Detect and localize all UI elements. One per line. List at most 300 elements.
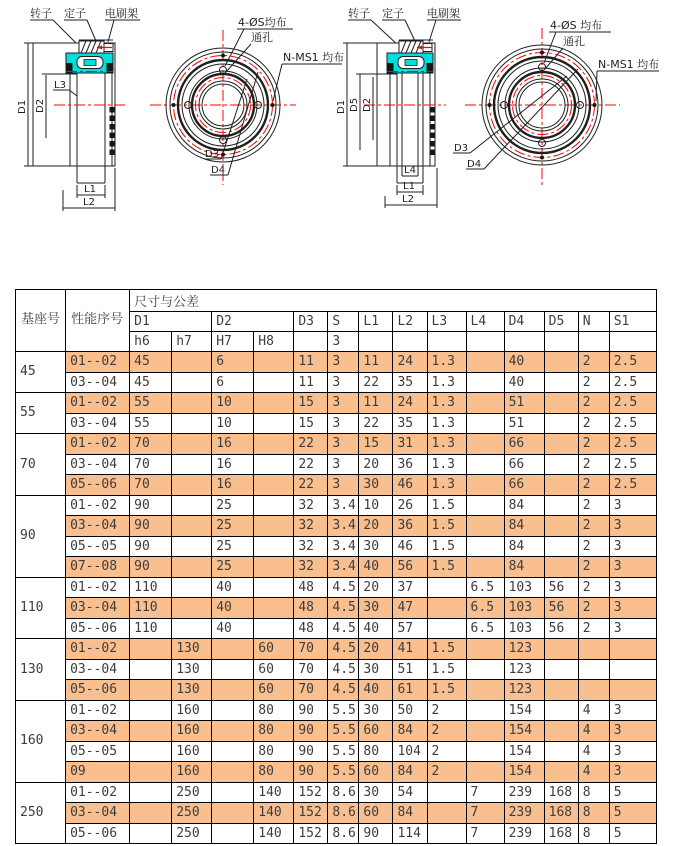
value-cell: 40 — [212, 577, 254, 598]
value-cell — [544, 639, 578, 660]
table-row — [16, 352, 657, 373]
value-cell: 10 — [212, 413, 254, 434]
value-cell: 5 — [609, 803, 656, 824]
value-cell: 1.5 — [427, 680, 466, 701]
value-cell — [544, 413, 578, 434]
dim-col-header: S1 — [609, 312, 656, 332]
dim-d2: D2 — [362, 97, 373, 112]
rotor-label: 转子 — [348, 7, 370, 20]
value-cell — [544, 454, 578, 475]
value-cell — [544, 372, 578, 393]
value-cell: 168 — [544, 803, 578, 824]
value-cell: 2 — [578, 618, 609, 639]
value-cell: 8 — [578, 782, 609, 803]
value-cell: 60 — [254, 659, 294, 680]
value-cell — [544, 659, 578, 680]
table-row — [16, 659, 657, 680]
value-cell: 2 — [427, 741, 466, 762]
value-cell: 15 — [294, 393, 328, 414]
performance-number-cell: 01--02 — [66, 434, 130, 455]
value-cell: 5.5 — [328, 762, 359, 783]
value-cell — [544, 721, 578, 742]
value-cell: 2 — [578, 413, 609, 434]
tolerance-sub-header — [427, 332, 466, 352]
performance-number-cell: 03--04 — [66, 803, 130, 824]
dim-l3: L3 — [54, 80, 66, 91]
value-cell: 70 — [130, 434, 172, 455]
value-cell: 22 — [359, 413, 393, 434]
performance-number-cell: 03--04 — [66, 372, 130, 393]
value-cell — [466, 557, 504, 578]
table-row — [16, 516, 657, 537]
performance-number-cell: 05--06 — [66, 475, 130, 496]
table-row — [16, 475, 657, 496]
header-performance-number: 性能序号 — [66, 290, 130, 352]
value-cell: 4.5 — [328, 598, 359, 619]
value-cell: 32 — [294, 536, 328, 557]
value-cell: 84 — [504, 536, 544, 557]
value-cell: 4.5 — [328, 577, 359, 598]
value-cell: 4 — [578, 741, 609, 762]
value-cell — [254, 536, 294, 557]
dim-col-header: L3 — [427, 312, 466, 332]
dim-d1: D1 — [17, 99, 28, 114]
value-cell: 51 — [504, 413, 544, 434]
value-cell: 11 — [294, 352, 328, 373]
value-cell: 2.5 — [609, 475, 656, 496]
value-cell: 66 — [504, 454, 544, 475]
value-cell: 1.5 — [427, 495, 466, 516]
value-cell — [130, 803, 172, 824]
value-cell: 36 — [393, 516, 427, 537]
dim-l2: L2 — [83, 197, 95, 208]
value-cell — [130, 659, 172, 680]
performance-number-cell: 03--04 — [66, 721, 130, 742]
left-front-view — [150, 15, 344, 185]
value-cell: 2.5 — [609, 372, 656, 393]
table-row — [16, 536, 657, 557]
value-cell: 20 — [359, 516, 393, 537]
performance-number-cell: 01--02 — [66, 352, 130, 373]
value-cell: 3 — [609, 516, 656, 537]
table-row — [16, 598, 657, 619]
value-cell: 25 — [212, 557, 254, 578]
value-cell: 56 — [544, 598, 578, 619]
thread-note: N-MS1 均布 — [598, 58, 660, 71]
value-cell — [172, 352, 212, 373]
value-cell: 24 — [393, 393, 427, 414]
tolerance-sub-header — [578, 332, 609, 352]
value-cell: 3 — [609, 762, 656, 783]
value-cell: 140 — [254, 803, 294, 824]
value-cell: 1.3 — [427, 372, 466, 393]
value-cell: 160 — [172, 741, 212, 762]
table-row — [16, 741, 657, 762]
value-cell: 90 — [294, 762, 328, 783]
value-cell — [172, 372, 212, 393]
base-number-cell: 130 — [16, 639, 66, 701]
value-cell: 4 — [578, 700, 609, 721]
value-cell: 90 — [130, 495, 172, 516]
value-cell: 70 — [294, 659, 328, 680]
value-cell — [609, 659, 656, 680]
value-cell: 2 — [427, 721, 466, 742]
value-cell — [578, 680, 609, 701]
value-cell: 3 — [328, 413, 359, 434]
value-cell: 3 — [609, 495, 656, 516]
table-row — [16, 413, 657, 434]
value-cell — [130, 762, 172, 783]
value-cell: 66 — [504, 434, 544, 455]
value-cell: 56 — [544, 618, 578, 639]
value-cell: 7 — [466, 782, 504, 803]
table-row — [16, 782, 657, 803]
value-cell — [466, 659, 504, 680]
base-number-cell: 45 — [16, 352, 66, 393]
value-cell: 61 — [393, 680, 427, 701]
value-cell: 3 — [328, 393, 359, 414]
value-cell — [212, 803, 254, 824]
value-cell — [254, 454, 294, 475]
value-cell — [212, 782, 254, 803]
value-cell: 160 — [172, 762, 212, 783]
value-cell: 22 — [359, 372, 393, 393]
value-cell: 3.4 — [328, 495, 359, 516]
value-cell: 3 — [609, 598, 656, 619]
table-row — [16, 680, 657, 701]
value-cell: 152 — [294, 803, 328, 824]
value-cell: 123 — [504, 659, 544, 680]
table-row — [16, 803, 657, 824]
value-cell: 50 — [393, 700, 427, 721]
value-cell: 130 — [172, 680, 212, 701]
base-number-cell: 110 — [16, 577, 66, 639]
value-cell: 8 — [578, 803, 609, 824]
table-row — [16, 393, 657, 414]
value-cell — [427, 577, 466, 598]
tolerance-sub-header: H7 — [212, 332, 254, 352]
value-cell: 15 — [294, 413, 328, 434]
table-row — [16, 762, 657, 783]
value-cell: 154 — [504, 762, 544, 783]
value-cell — [427, 782, 466, 803]
value-cell: 5.5 — [328, 700, 359, 721]
dimension-table — [15, 289, 657, 844]
value-cell: 84 — [504, 516, 544, 537]
value-cell: 25 — [212, 536, 254, 557]
value-cell: 1.3 — [427, 434, 466, 455]
value-cell: 84 — [393, 803, 427, 824]
value-cell — [254, 516, 294, 537]
performance-number-cell: 03--04 — [66, 413, 130, 434]
value-cell: 40 — [212, 618, 254, 639]
value-cell: 11 — [294, 372, 328, 393]
value-cell: 7 — [466, 803, 504, 824]
value-cell: 1.5 — [427, 536, 466, 557]
dim-col-header: L2 — [393, 312, 427, 332]
value-cell — [466, 495, 504, 516]
value-cell: 8.6 — [328, 803, 359, 824]
table-row — [16, 618, 657, 639]
performance-number-cell: 09 — [66, 762, 130, 783]
value-cell: 2.5 — [609, 413, 656, 434]
performance-number-cell: 05--05 — [66, 741, 130, 762]
value-cell — [254, 372, 294, 393]
value-cell: 70 — [294, 639, 328, 660]
value-cell: 80 — [254, 700, 294, 721]
value-cell — [212, 741, 254, 762]
value-cell: 5 — [609, 782, 656, 803]
value-cell: 152 — [294, 782, 328, 803]
value-cell: 3 — [328, 475, 359, 496]
value-cell — [544, 475, 578, 496]
table-row — [16, 639, 657, 660]
performance-number-cell: 05--05 — [66, 536, 130, 557]
value-cell: 168 — [544, 782, 578, 803]
table-body — [16, 352, 657, 844]
value-cell: 7 — [466, 823, 504, 844]
value-cell — [254, 413, 294, 434]
value-cell — [466, 762, 504, 783]
performance-number-cell: 07--08 — [66, 557, 130, 578]
value-cell: 11 — [359, 393, 393, 414]
stator-label: 定子 — [382, 7, 404, 20]
value-cell: 1.3 — [427, 454, 466, 475]
value-cell: 4 — [578, 762, 609, 783]
value-cell: 3.4 — [328, 536, 359, 557]
through-hole-note: 通孔 — [251, 31, 273, 44]
value-cell — [212, 700, 254, 721]
value-cell: 103 — [504, 618, 544, 639]
value-cell: 31 — [393, 434, 427, 455]
value-cell: 41 — [393, 639, 427, 660]
header-size-tolerance: 尺寸与公差 — [130, 290, 657, 312]
performance-number-cell: 01--02 — [66, 639, 130, 660]
table-row — [16, 454, 657, 475]
table-row — [16, 495, 657, 516]
table-row — [16, 721, 657, 742]
value-cell — [254, 557, 294, 578]
value-cell — [544, 495, 578, 516]
value-cell: 90 — [130, 557, 172, 578]
value-cell — [130, 721, 172, 742]
value-cell: 250 — [172, 823, 212, 844]
value-cell — [254, 352, 294, 373]
value-cell: 5.5 — [328, 721, 359, 742]
value-cell — [254, 475, 294, 496]
value-cell: 20 — [359, 639, 393, 660]
table-row — [16, 372, 657, 393]
value-cell: 5.5 — [328, 741, 359, 762]
value-cell: 45 — [130, 352, 172, 373]
dim-d1: D1 — [336, 99, 347, 114]
value-cell — [172, 516, 212, 537]
value-cell — [212, 639, 254, 660]
value-cell: 90 — [359, 823, 393, 844]
value-cell: 84 — [393, 721, 427, 742]
value-cell: 70 — [130, 475, 172, 496]
value-cell: 60 — [254, 639, 294, 660]
value-cell: 4.5 — [328, 680, 359, 701]
value-cell: 6.5 — [466, 598, 504, 619]
value-cell: 80 — [254, 721, 294, 742]
value-cell: 3 — [609, 618, 656, 639]
value-cell: 154 — [504, 721, 544, 742]
value-cell — [427, 803, 466, 824]
dim-col-header: N — [578, 312, 609, 332]
dim-col-header: L1 — [359, 312, 393, 332]
value-cell: 140 — [254, 782, 294, 803]
value-cell — [172, 618, 212, 639]
base-number-cell: 55 — [16, 393, 66, 434]
value-cell — [466, 741, 504, 762]
value-cell: 1.5 — [427, 516, 466, 537]
value-cell: 2 — [578, 598, 609, 619]
value-cell: 4.5 — [328, 618, 359, 639]
value-cell: 130 — [172, 639, 212, 660]
dim-d4: D4 — [211, 165, 226, 176]
value-cell: 3 — [328, 352, 359, 373]
value-cell: 2.5 — [609, 393, 656, 414]
value-cell — [427, 618, 466, 639]
value-cell — [172, 495, 212, 516]
value-cell — [466, 680, 504, 701]
value-cell: 2 — [578, 454, 609, 475]
value-cell — [254, 393, 294, 414]
value-cell — [544, 700, 578, 721]
value-cell: 84 — [504, 557, 544, 578]
value-cell: 154 — [504, 741, 544, 762]
value-cell: 168 — [544, 823, 578, 844]
value-cell — [172, 536, 212, 557]
performance-number-cell: 05--06 — [66, 618, 130, 639]
value-cell: 56 — [544, 577, 578, 598]
value-cell: 15 — [359, 434, 393, 455]
brush-holder-label: 电刷架 — [105, 7, 138, 20]
value-cell: 3.4 — [328, 557, 359, 578]
value-cell — [212, 680, 254, 701]
value-cell: 2 — [578, 372, 609, 393]
value-cell: 104 — [393, 741, 427, 762]
tolerance-sub-header — [504, 332, 544, 352]
value-cell: 30 — [359, 659, 393, 680]
value-cell: 1.5 — [427, 557, 466, 578]
value-cell — [172, 577, 212, 598]
value-cell — [466, 516, 504, 537]
value-cell: 154 — [504, 700, 544, 721]
performance-number-cell: 01--02 — [66, 393, 130, 414]
value-cell — [172, 598, 212, 619]
dim-col-header: D5 — [544, 312, 578, 332]
through-hole-note: 通孔 — [563, 35, 585, 48]
holes-note: 4-ØS均布 — [238, 16, 287, 29]
value-cell: 152 — [294, 823, 328, 844]
value-cell — [212, 659, 254, 680]
value-cell — [544, 516, 578, 537]
value-cell — [254, 434, 294, 455]
value-cell: 2.5 — [609, 352, 656, 373]
value-cell: 110 — [130, 618, 172, 639]
value-cell: 30 — [359, 475, 393, 496]
tolerance-sub-header — [544, 332, 578, 352]
tolerance-sub-header: 3 — [328, 332, 359, 352]
value-cell: 70 — [294, 680, 328, 701]
value-cell: 80 — [254, 741, 294, 762]
tolerance-sub-header: H8 — [254, 332, 294, 352]
value-cell — [254, 495, 294, 516]
value-cell: 239 — [504, 803, 544, 824]
value-cell: 32 — [294, 516, 328, 537]
value-cell — [212, 721, 254, 742]
value-cell — [427, 598, 466, 619]
tolerance-sub-header — [609, 332, 656, 352]
tolerance-sub-header: h6 — [130, 332, 172, 352]
value-cell — [544, 434, 578, 455]
value-cell: 3.4 — [328, 516, 359, 537]
performance-number-cell: 03--04 — [66, 516, 130, 537]
dim-col-header: D2 — [212, 312, 294, 332]
value-cell: 114 — [393, 823, 427, 844]
value-cell: 84 — [504, 495, 544, 516]
value-cell: 60 — [359, 721, 393, 742]
value-cell: 51 — [504, 393, 544, 414]
value-cell — [427, 823, 466, 844]
value-cell: 4.5 — [328, 639, 359, 660]
value-cell: 57 — [393, 618, 427, 639]
value-cell: 239 — [504, 823, 544, 844]
value-cell: 24 — [393, 352, 427, 373]
value-cell: 6.5 — [466, 618, 504, 639]
tolerance-sub-header — [359, 332, 393, 352]
value-cell: 103 — [504, 598, 544, 619]
value-cell: 6 — [212, 352, 254, 373]
value-cell: 66 — [504, 475, 544, 496]
dim-d3: D3 — [454, 143, 469, 154]
base-number-cell: 250 — [16, 782, 66, 844]
value-cell — [544, 741, 578, 762]
value-cell: 51 — [393, 659, 427, 680]
right-front-view — [453, 18, 659, 187]
value-cell — [130, 700, 172, 721]
value-cell: 140 — [254, 823, 294, 844]
value-cell: 46 — [393, 475, 427, 496]
value-cell — [466, 475, 504, 496]
value-cell: 16 — [212, 434, 254, 455]
value-cell — [466, 454, 504, 475]
value-cell — [578, 659, 609, 680]
value-cell: 3 — [328, 434, 359, 455]
dim-d5: D5 — [349, 97, 360, 112]
value-cell: 22 — [294, 475, 328, 496]
value-cell: 3 — [328, 454, 359, 475]
performance-number-cell: 03--04 — [66, 598, 130, 619]
value-cell: 3 — [609, 700, 656, 721]
value-cell: 60 — [359, 762, 393, 783]
value-cell: 1.3 — [427, 393, 466, 414]
value-cell: 3 — [609, 741, 656, 762]
value-cell: 22 — [294, 454, 328, 475]
dim-l4: L4 — [404, 165, 416, 176]
base-number-cell: 90 — [16, 495, 66, 577]
value-cell — [172, 434, 212, 455]
dim-col-header: D4 — [504, 312, 544, 332]
value-cell — [466, 639, 504, 660]
value-cell: 45 — [130, 372, 172, 393]
value-cell: 6.5 — [466, 577, 504, 598]
value-cell: 2 — [578, 516, 609, 537]
value-cell: 3 — [609, 721, 656, 742]
value-cell: 4 — [578, 721, 609, 742]
